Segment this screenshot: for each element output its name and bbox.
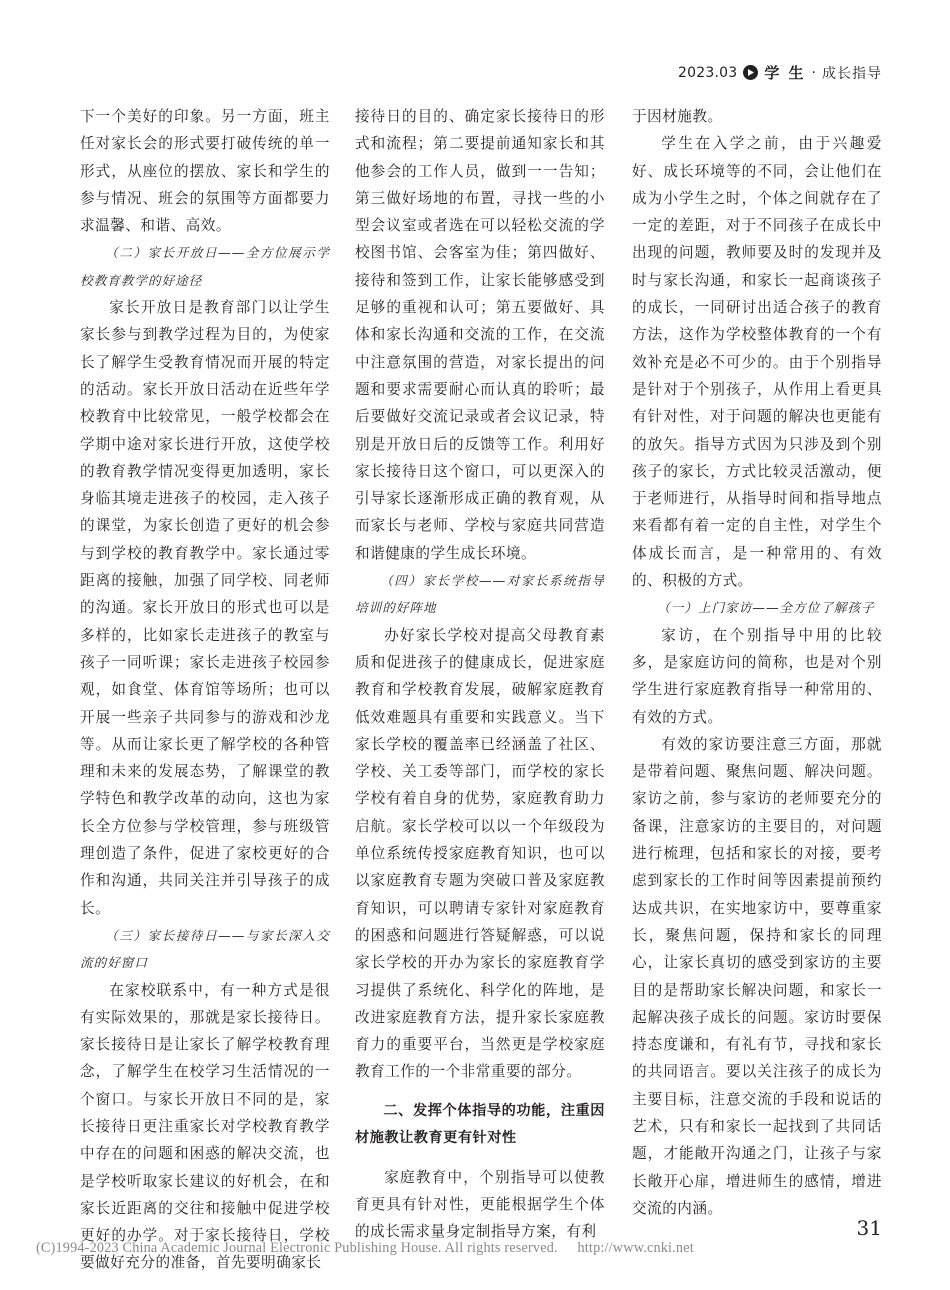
page-number: 31 xyxy=(856,1216,882,1240)
header-separator: · xyxy=(811,64,816,81)
paragraph: 家庭教育中，个别指导可以使教育更具有针对性，更能根据学生个体的成长需求量身定制指导方案，有利 xyxy=(355,1168,605,1241)
column-2 xyxy=(355,103,605,1246)
column-3 xyxy=(632,103,882,1222)
paragraph: 于因材施教。 xyxy=(632,108,723,125)
copyright-footer xyxy=(36,1240,694,1257)
paragraph: 学生在入学之前，由于兴趣爱好、成长环境等的不同，会让他们在成为小学生之时，个体之间就存在了一定的差距，对于不同孩子在成长中出现的问题，教师要及时的发现并及时与家长沟通，和家长一起商谈孩子的成长，一同研讨出适合孩子的教育方法，这作为学校整体教育的一个有效补充是必不可少的。由于个别指导是针对于个别孩子，从作用上看更具有针对性，对于问题的解决也更能有的放矢。指导方式因为只涉及到个别孩子的家长，方式比较灵活激动，便于老师进行，从指导时间和指导地点来看都有着一定的自主性，对学生个体成长而言，是一种常用的、有效的、积极的方式。 xyxy=(632,135,882,590)
section-heading: 二、发挥个体指导的功能，注重因材施教让教育更有针对性 xyxy=(355,1102,605,1146)
section-name: 成长指导 xyxy=(822,65,882,82)
footer-url: http://www.cnki.net xyxy=(577,1240,694,1256)
paragraph: 下一个美好的印象。另一方面，班主任对家长会的形式要打破传统的单一形式，从座位的摆放、家长和学生的参与情况、班会的氛围等方面都要力求温馨、和谐、高效。 xyxy=(80,108,330,235)
paragraph: 接待日的目的、确定家长接待日的形式和流程；第二要提前通知家长和其他参会的工作人员，做到一一告知；第三做好场地的布置，寻找一些的小型会议室或者选在可以轻松交流的学校图书馆、会客室为佳；第四做好、接待和签到工作，让家长能够感受到足够的重视和认可；第五要做好、具体和家长沟通和交流的工作，在交流中注意氛围的营造，对家长提出的问题和要求需要耐心而认真的聆听；最后要做好交流记录或者会议记录，特别是开放日后的反馈等工作。利用好家长接待日这个窗口，可以更深入的引导家长逐渐形成正确的教育观，从而家长与老师、学校与家庭共同营造和谐健康的学生成长环境。 xyxy=(355,108,605,562)
subheading: （一）上门家访——全方位了解孩子 xyxy=(657,600,875,616)
subheading: （三）家长接待日——与家长深入交流的好窗口 xyxy=(80,927,330,971)
paragraph: 在家校联系中，有一种方式是很有实际效果的，那就是家长接待日。家长接待日是让家长了解学校教育理念，了解学生在校学习生活情况的一个窗口。与家长开放日不同的是，家长接待日更注重家长对学校教育教学中存在的问题和困惑的解决交流，也是学校听取家长建议的好机会，在和家长近距离的交往和接触中促进学校更好的办学。对于家长接待日，学校要做好充分的准备，首先要明确家长 xyxy=(80,981,330,1272)
issue-date: 2023.03 xyxy=(678,64,738,81)
magazine-brand: 学 生 xyxy=(764,64,806,82)
paragraph: 有效的家访要注意三方面，那就是带着问题、聚焦问题、解决问题。家访之前，参与家访的老师要充分的备课，注意家访的主要目的，对问题进行梳理，包括和家长的对接，要考虑到家长的工作时间等因素提前预约达成共识，在实地家访中，要尊重家长，聚焦问题，保持和家长的同理心，让家长真切的感受到家访的主要目的是帮助家长解决问题，和家长一起解决孩子成长的问题。家访时要保持态度谦和，有礼有节，寻找和家长的共同语言。要以关注孩子的成长为主要目标，注意交流的手段和说话的艺术，只有和家长一起找到了共同话题，才能敞开沟通之门，让孩子与家长敞开心扉，增进师生的感情，增进交流的内涵。 xyxy=(632,735,882,1217)
subheading: （四）家长学校——对家长系统指导培训的好阵地 xyxy=(355,573,605,616)
paragraph: 家访，在个别指导中用的比较多，是家庭访问的简称，也是对个别学生进行家庭教育指导一种常用的、有效的方式。 xyxy=(632,626,882,726)
column-1 xyxy=(80,103,330,1277)
paragraph: 家长开放日是教育部门以让学生家长参与到教学过程为目的，为使家长了解学生受教育情况而开展的特定的活动。家长开放日活动在近些年学校教育中比较常见，一般学校都会在学期中途对家长进行开放，这使学校的教育教学情况变得更加透明，家长身临其境走进孩子的校园，走入孩子的课堂，为家长创造了更好的机会参与到学校的教育教学中。家长通过零距离的接触，加强了同学校、同老师的沟通。家长开放日的形式也可以是多样的，比如家长走进孩子的教室与孩子一同听课；家长走进孩子校园参观，如食堂、体育馆等场所；也可以开展一些亲子共同参与的游戏和沙龙等。从而让家长更了解学校的各种管理和未来的发展态势，了解课堂的教学特色和教学改革的动向，这也为家长全方位参与学校管理，参与班级管理创造了条件，促进了家校更好的合作和沟通，共同关注并引导孩子的成长。 xyxy=(80,299,330,917)
copyright-text: (C)1994-2023 China Academic Journal Electronic Publishing House. All rights reserved. xyxy=(36,1240,558,1256)
subheading: （二）家长开放日——全方位展示学校教育教学的好途径 xyxy=(80,245,330,288)
play-icon xyxy=(743,65,758,80)
running-header xyxy=(678,62,882,83)
paragraph: 办好家长学校对提高父母教育素质和促进孩子的健康成长，促进家庭教育和学校教育发展，破解家庭教育低效难题具有重要和实践意义。当下家长学校的覆盖率已经涵盖了社区、学校、关工委等部门，而学校的家长学校有着自身的优势，家庭教育助力启航。家长学校可以以一个年级段为单位系统传授家庭教育知识，也可以以家庭教育专题为突破口普及家庭教育知识，可以聘请专家针对家庭教育的困惑和问题进行答疑解惑，可以说家长学校的开办为家长的家庭教育学习提供了系统化、科学化的阵地，是改进家庭教育方法，提升家长家庭教育力的重要平台，当然更是学校家庭教育工作的一个非常重要的部分。 xyxy=(355,626,605,1081)
